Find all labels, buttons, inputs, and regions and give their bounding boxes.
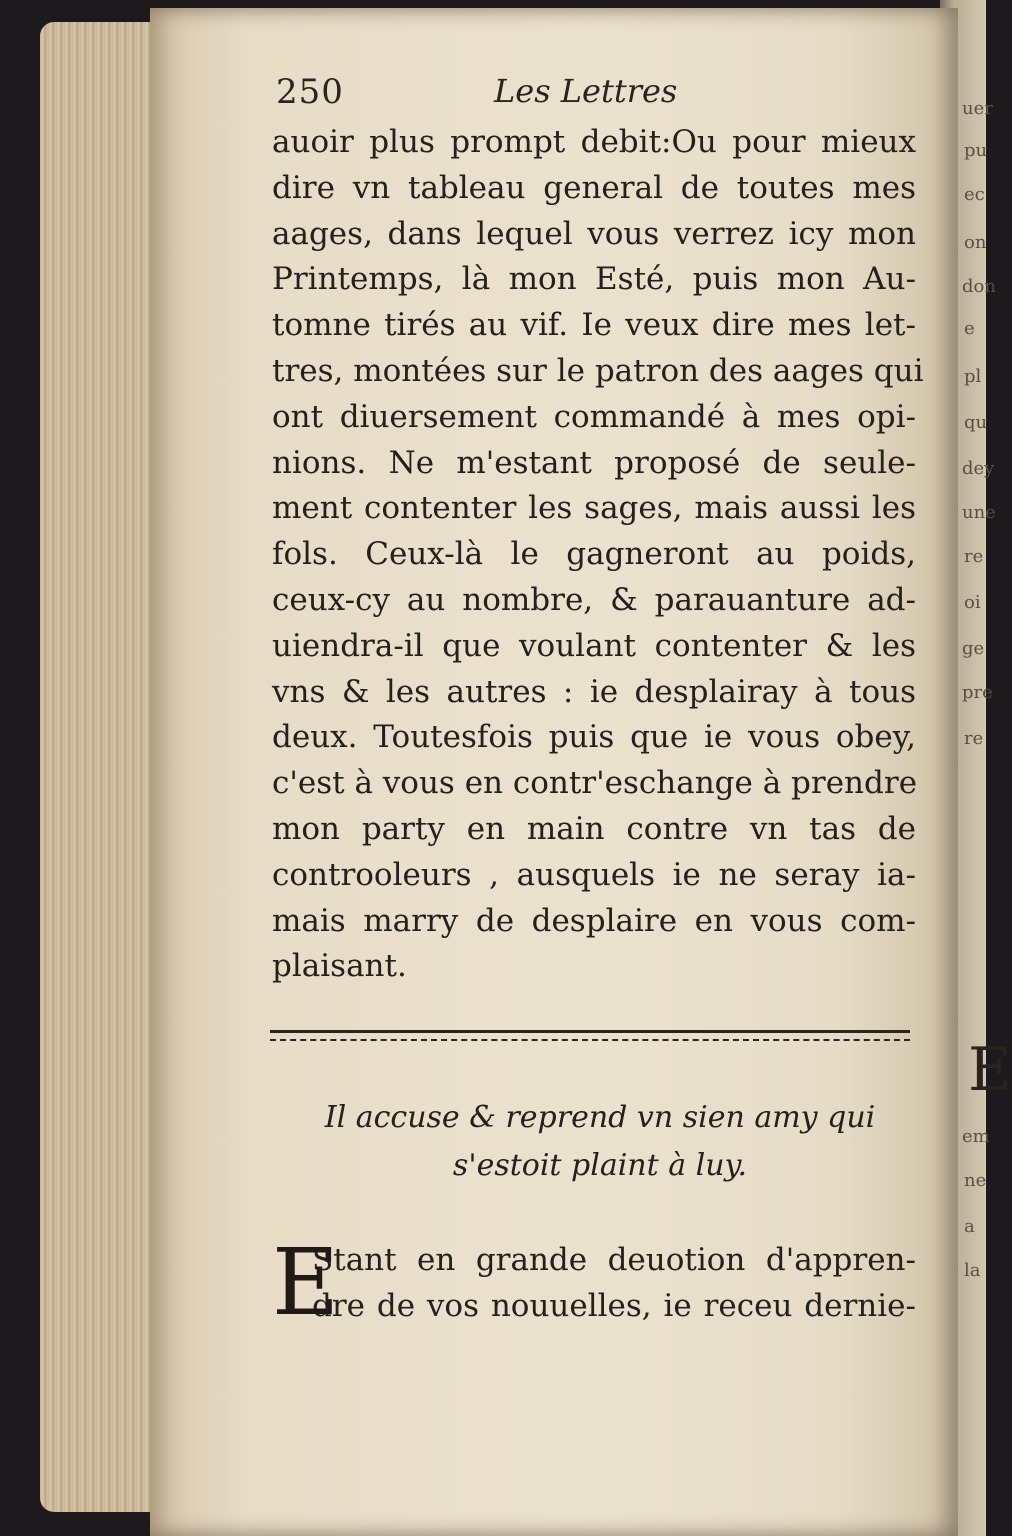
facing-page-fragment: pl	[964, 366, 982, 387]
facing-page-fragment: don	[962, 276, 996, 297]
text-line: dre de vos nouuelles, ie receu dernie-	[312, 1287, 916, 1324]
text-line: mon party en main contre vn tas de	[272, 810, 916, 847]
drop-cap: E	[272, 1229, 340, 1336]
text-line: auoir plus prompt debit:Ou pour mieux	[272, 124, 916, 160]
facing-page-fragment: E	[968, 1035, 1012, 1105]
heading-line: s'estoit plaint à luy.	[452, 1148, 748, 1183]
facing-page-fragment: re	[964, 728, 984, 749]
running-title: Les Lettres	[494, 72, 678, 110]
facing-page-fragment: uer	[962, 98, 993, 119]
text-line: Stant en grande deuotion d'appren-	[312, 1242, 916, 1278]
text-line: ont diuersement commandé à mes opi-	[272, 398, 916, 435]
facing-page-fragment: ge	[962, 638, 985, 659]
facing-page-fragment: on	[964, 232, 987, 253]
heading-line: Il accuse & reprend vn sien amy qui	[324, 1100, 876, 1135]
text-line: tres, montées sur le patron des aages qui	[272, 352, 924, 389]
facing-page-fragment: e	[964, 318, 975, 339]
text-line: plaisant.	[272, 948, 407, 985]
facing-page-fragment: pre	[962, 682, 993, 703]
letter-heading	[280, 1094, 920, 1190]
facing-page-fragment: pu	[964, 140, 988, 161]
text-line: nions. Ne m'estant proposé de seule-	[272, 444, 916, 481]
facing-page-fragment: ec	[964, 184, 985, 205]
letter-opening	[272, 1229, 916, 1336]
page-number: 250	[276, 72, 344, 112]
text-line: tomne tirés au vif. Ie veux dire mes let-	[272, 307, 916, 344]
text-line: fols. Ceux-là le gagneront au poids,	[272, 536, 916, 573]
facing-page-fragment: ne	[964, 1170, 987, 1191]
text-line: deux. Toutesfois puis que ie vous obey,	[272, 719, 916, 756]
ornamental-rule	[270, 1030, 910, 1041]
facing-page-fragment: qu	[964, 412, 988, 433]
facing-page-fragment: oi	[964, 592, 981, 613]
text-line: dire vn tableau general de toutes mes	[272, 169, 916, 206]
page-header	[276, 72, 916, 118]
text-line: Printemps, là mon Esté, puis mon Au-	[272, 261, 916, 298]
text-line: ceux-cy au nombre, & parauanture ad-	[272, 581, 916, 618]
facing-page-fragment: re	[964, 546, 984, 567]
text-line: ment contenter les sages, mais aussi les	[272, 490, 916, 527]
text-line: mais marry de desplaire en vous com-	[272, 902, 916, 939]
text-line: controoleurs , ausquels ie ne seray ia-	[272, 856, 916, 893]
facing-page-fragment: a	[964, 1216, 975, 1237]
text-line: vns & les autres : ie desplairay à tous	[272, 673, 916, 710]
text-line: c'est à vous en contr'eschange à prendre	[272, 765, 918, 802]
facing-page-fragment: dey	[962, 458, 995, 479]
facing-page-fragment: em	[962, 1126, 990, 1147]
text-line: aages, dans lequel vous verrez icy mon	[272, 215, 916, 252]
text-line: uiendra-il que voulant contenter & les	[272, 627, 916, 664]
body-text	[272, 120, 924, 990]
facing-page-fragment: la	[964, 1260, 981, 1281]
facing-page-fragment: une	[962, 502, 996, 523]
